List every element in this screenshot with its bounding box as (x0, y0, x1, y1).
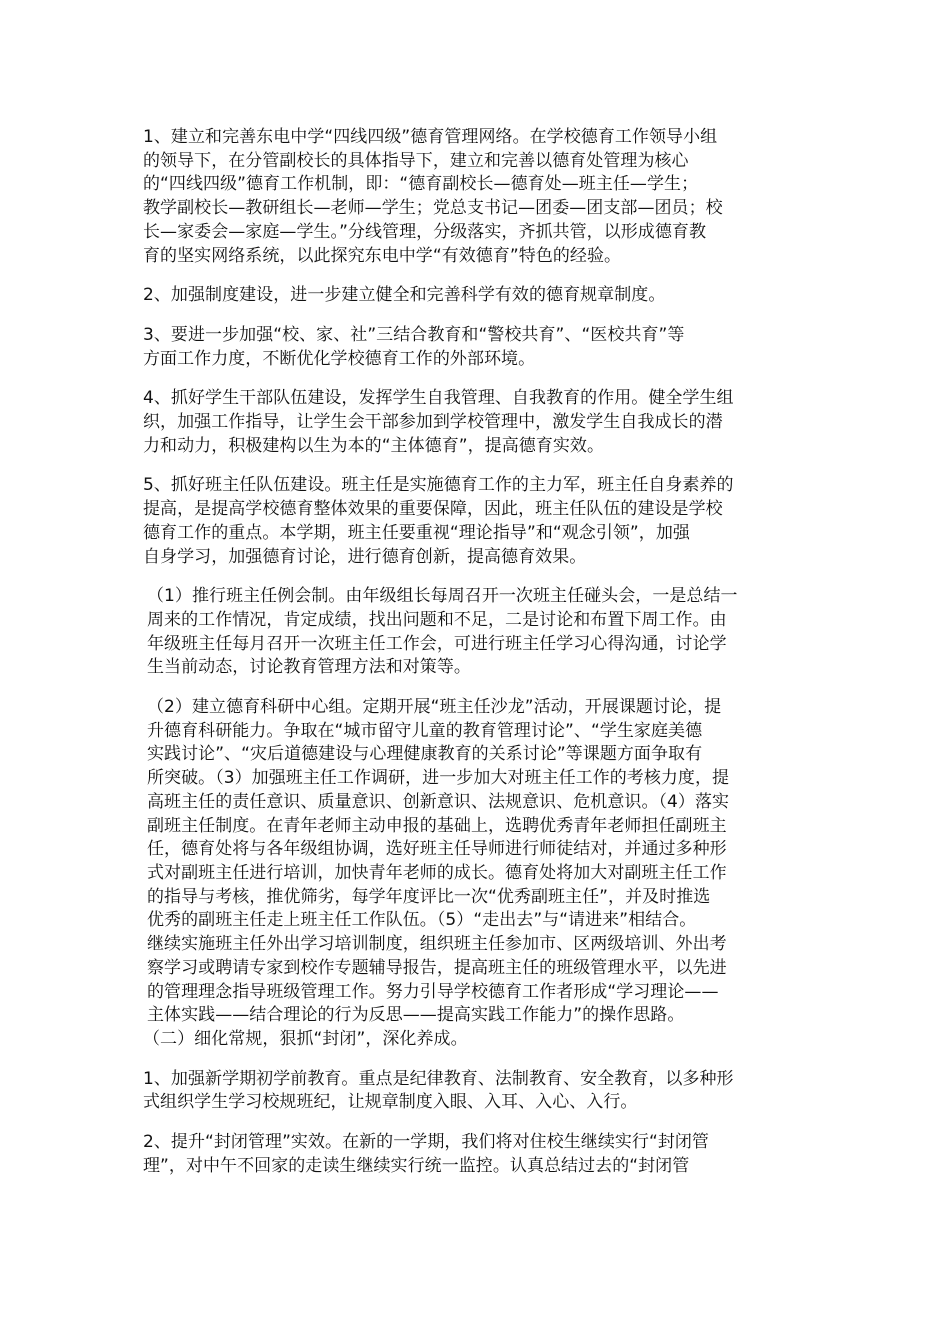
text-line: 5、抓好班主任队伍建设。班主任是实施德育工作的主力军，班主任自身素养的 (143, 475, 734, 496)
text-line: 自身学习，加强德育讨论，进行德育创新，提高德育效果。 (143, 546, 587, 567)
text-line: 实践讨论”、“灾后道德建设与心理健康教育的关系讨论”等课题方面争取有 (147, 744, 703, 765)
text-line: 年级班主任每月召开一次班主任工作会，可进行班主任学习心得沟通，讨论学 (147, 633, 727, 654)
text-line: 的指导与考核，推优筛劣，每学年度评比一次“优秀副班主任”，并及时推选 (147, 886, 711, 907)
text-line: 继续实施班主任外出学习培训制度，组织班主任参加市、区两级培训、外出考 (147, 934, 727, 955)
text-line: 优秀的副班主任走上班主任工作队伍。（5）“走出去”与“请进来”相结合。 (147, 910, 697, 931)
text-line: 察学习或聘请专家到校作专题辅导报告，提高班主任的班级管理水平，以先进 (147, 957, 727, 978)
text-line: 育的坚实网络系统，以此探究东电中学“有效德育”特色的经验。 (143, 245, 622, 266)
text-line: 织，加强工作指导，让学生会干部参加到学校管理中，激发学生自我成长的潜 (143, 412, 723, 433)
text-line: 1、加强新学期初学前教育。重点是纪律教育、法制教育、安全教育，以多种形 (143, 1068, 734, 1089)
section-heading (143, 1028, 808, 1052)
paragraph-5 (143, 474, 808, 569)
text-line: 副班主任制度。在青年老师主动申报的基础上，选聘优秀青年老师担任副班主 (147, 815, 727, 836)
text-line: 德育工作的重点。本学期，班主任要重视“理论指导”和“观念引领”，加强 (143, 522, 690, 543)
text-line: 周来的工作情况，肯定成绩，找出问题和不足，二是讨论和布置下周工作。由 (147, 609, 727, 630)
text-line: 主体实践——结合理论的行为反思——提高实践工作能力”的操作思路。 (147, 1005, 685, 1026)
text-line: 式对副班主任进行培训，加快青年老师的成长。德育处将加大对副班主任工作 (147, 862, 727, 883)
text-line: 长—家委会—家庭—学生。”分线管理，分级落实，齐抓共管，以形成德育教 (143, 221, 707, 242)
text-line: 的管理理念指导班级管理工作。努力引导学校德育工作者形成“学习理论—— (147, 981, 719, 1002)
paragraph-5-2 (143, 696, 808, 1028)
text-line: （2）建立德育科研中心组。定期开展“班主任沙龙”活动，开展课题讨论，提 (147, 697, 722, 718)
text-line: 3、要进一步加强“校、家、社”三结合教育和“警校共育”、“医校共育”等 (143, 324, 685, 345)
text-line: 高班主任的责任意识、质量意识、创新意识、法规意识、危机意识。（4）落实 (147, 791, 730, 812)
text-line: 的领导下，在分管副校长的具体指导下，建立和完善以德育处管理为核心 (143, 150, 689, 171)
text-line: （1）推行班主任例会制。由年级组长每周召开一次班主任碰头会，一是总结一 (147, 586, 738, 607)
text-line: 1、建立和完善东电中学“四线四级”德育管理网络。在学校德育工作领导小组 (143, 127, 718, 147)
paragraph-2 (143, 284, 808, 308)
text-line: 任，德育处将与各年级组协调，选好班主任导师进行师徒结对，并通过多种形 (147, 839, 727, 860)
text-line: 力和动力，积极建构以生为本的“主体德育”，提高德育实效。 (143, 435, 605, 456)
text-line: 2、提升“封闭管理”实效。在新的一学期，我们将对住校生继续实行“封闭管 (143, 1132, 709, 1153)
text-line: 2、加强制度建设，进一步建立健全和完善科学有效的德育规章制度。 (143, 285, 666, 306)
text-line: 方面工作力度，不断优化学校德育工作的外部环境。 (143, 348, 536, 369)
document-body (143, 126, 808, 1178)
paragraph-1 (143, 126, 808, 268)
text-line: 的“四线四级”德育工作机制，即：“德育副校长—德育处—班主任—学生； (143, 174, 699, 195)
text-line: 教学副校长—教研组长—老师—学生；党总支书记—团委—团支部—团员；校 (143, 198, 723, 219)
text-line: 4、抓好学生干部队伍建设，发挥学生自我管理、自我教育的作用。健全学生组 (143, 388, 734, 409)
paragraph-3 (143, 324, 808, 371)
text-line: 生当前动态，讨论教育管理方法和对策等。 (147, 657, 471, 678)
paragraph-4 (143, 387, 808, 458)
text-line: 升德育科研能力。争取在“城市留守儿童的教育管理讨论”、“学生家庭美德 (147, 720, 703, 741)
text-line: 理”，对中午不回家的走读生继续实行统一监控。认真总结过去的“封闭管 (143, 1155, 690, 1176)
text-line: 提高，是提高学校德育整体效果的重要保障，因此，班主任队伍的建设是学校 (143, 499, 723, 520)
text-line: 式组织学生学习校规班纪，让规章制度入眼、入耳、入心、入行。 (143, 1092, 638, 1113)
paragraph-7 (143, 1131, 808, 1178)
paragraph-5-1 (143, 585, 808, 680)
heading-line: （二）细化常规，狠抓“封闭”，深化养成。 (143, 1028, 468, 1049)
paragraph-6 (143, 1068, 808, 1115)
text-line: 所突破。（3）加强班主任工作调研，进一步加大对班主任工作的考核力度，提 (147, 768, 730, 789)
